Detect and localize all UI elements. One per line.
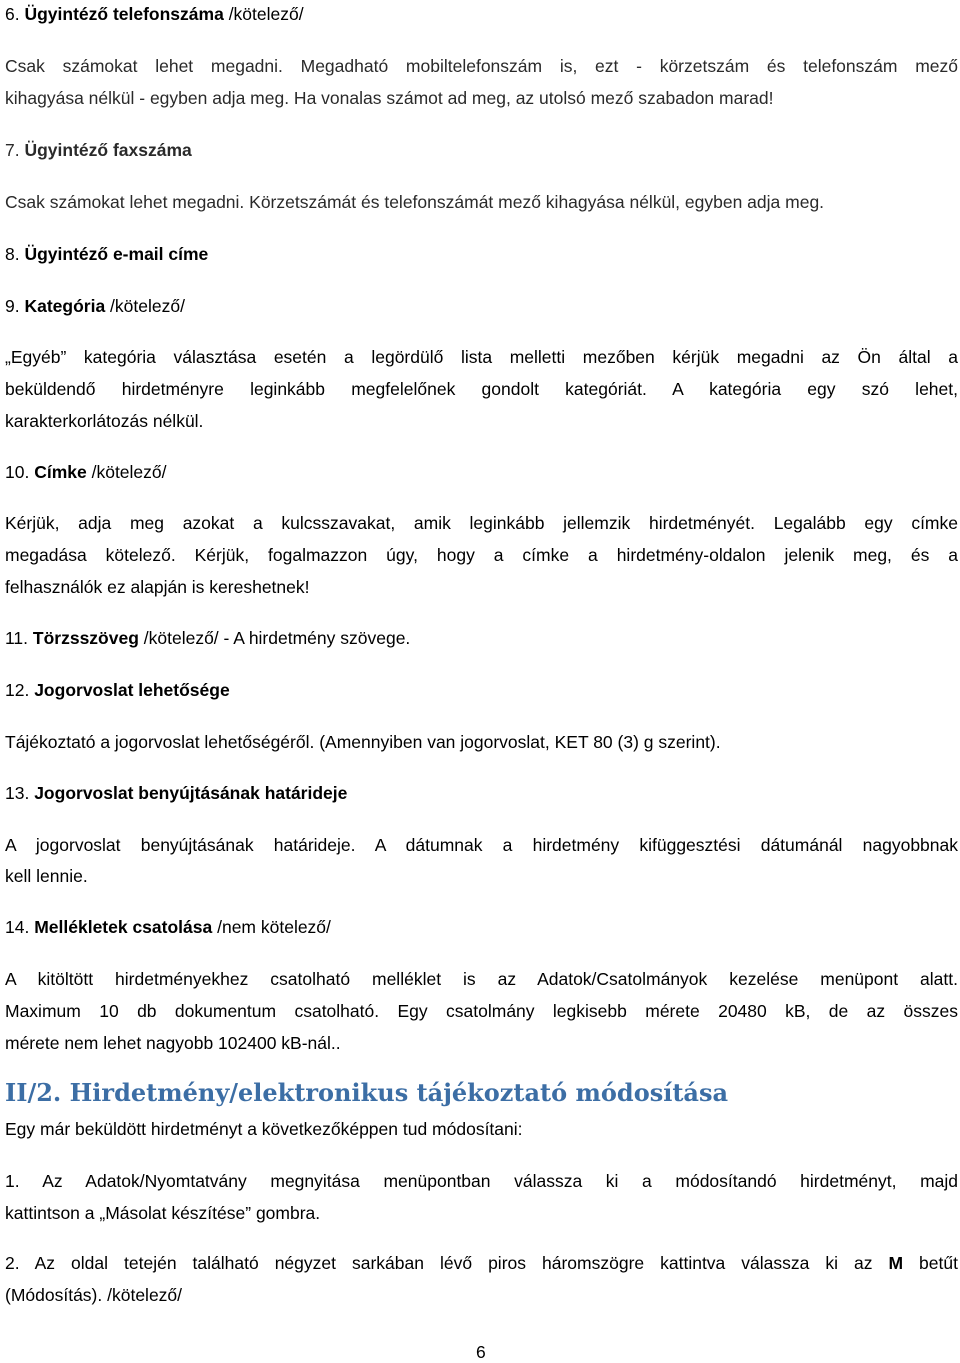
- item-title: Ügyintéző e-mail címe: [24, 244, 209, 264]
- section-heading: II/2. Hirdetmény/elektronikus tájékoztató módosítása: [5, 1078, 729, 1107]
- step-1-text-1: 1. Az Adatok/Nyomtatvány megnyitása menüpontban válassza ki a módosítandó hirdetményt, majd: [5, 1171, 958, 1191]
- item-14-text-3: mérete nem lehet nagyobb 102400 kB-nál..: [5, 1033, 341, 1053]
- item-number: 6.: [5, 4, 25, 24]
- item-title: Jogorvoslat lehetősége: [34, 680, 230, 700]
- item-13-header: [5, 782, 347, 804]
- step-2-text-part: betűt: [903, 1253, 958, 1273]
- item-number: 13.: [5, 783, 35, 803]
- item-8-header: [5, 243, 208, 265]
- item-6-text-1: Csak számokat lehet megadni. Megadható mobiltelefonszám is, ezt - körzetszám és telefonszám mező: [5, 56, 958, 76]
- item-number: 10.: [5, 462, 35, 482]
- item-title: Ügyintéző telefonszáma: [24, 4, 224, 24]
- item-note: /kötelező/: [86, 462, 167, 482]
- item-number: 9.: [5, 296, 25, 316]
- item-note: /kötelező/: [105, 296, 185, 316]
- item-number: 7.: [5, 140, 25, 160]
- item-number: 8.: [5, 244, 25, 264]
- item-10-text-1: Kérjük, adja meg azokat a kulcsszavakat, amik leginkább jellemzik hirdetményét. Legalább egy címke: [5, 513, 958, 533]
- item-9-text-1: „Egyéb” kategória választása esetén a legördülő lista melletti mezőben kérjük megadni az Ön által a: [5, 347, 958, 367]
- item-6-text-2: kihagyása nélkül - egyben adja meg. Ha vonalas számot ad meg, az utolsó mező szabadon marad!: [5, 88, 774, 108]
- item-title: Kategória: [24, 296, 106, 316]
- item-title: Mellékletek csatolása: [34, 917, 213, 937]
- item-12-text-1: Tájékoztató a jogorvoslat lehetőségéről. (Amennyiben van jogorvoslat, KET 80 (3) g szerint).: [5, 732, 721, 752]
- step-2-text-part: 2. Az oldal tetején található négyzet sarkában lévő piros háromszögre kattintva válassza ki az: [5, 1253, 889, 1273]
- item-9-text-2: beküldendő hirdetményre leginkább megfelelőnek gondolt kategóriát. A kategória egy szó lehet,: [5, 379, 958, 399]
- item-13-text-2: kell lennie.: [5, 866, 88, 886]
- item-7-text-1: Csak számokat lehet megadni. Körzetszámát és telefonszámát mező kihagyása nélkül, egyben adja meg.: [5, 192, 825, 212]
- item-title: Törzsszöveg: [32, 628, 139, 648]
- item-14-text-1: A kitöltött hirdetményekhez csatolható melléklet is az Adatok/Csatolmányok kezelése menüpont alatt.: [5, 969, 958, 989]
- item-9-text-3: karakterkorlátozás nélkül.: [5, 411, 204, 431]
- page-number: 6: [476, 1342, 486, 1362]
- item-14-text-2: Maximum 10 db dokumentum csatolható. Egy csatolmány legkisebb mérete 20480 kB, de az összes: [5, 1001, 958, 1021]
- item-10-header: [5, 461, 167, 483]
- step-1-text-2: kattintson a „Másolat készítése” gombra.: [5, 1203, 321, 1223]
- item-note: /kötelező/ - A hirdetmény szövege.: [138, 628, 411, 648]
- item-10-text-3: felhasználók ez alapján is kereshetnek!: [5, 577, 310, 597]
- item-number: 12.: [5, 680, 35, 700]
- section-intro: Egy már beküldött hirdetményt a következőképpen tud módosítani:: [5, 1119, 523, 1139]
- item-9-header: [5, 295, 185, 317]
- item-7-header: [5, 139, 192, 161]
- item-13-text-1: A jogorvoslat benyújtásának határideje. A dátumnak a hirdetmény kifüggesztési dátumánál nagyobbnak: [5, 835, 958, 855]
- item-title: Címke: [34, 462, 87, 482]
- item-10-text-2: megadása kötelező. Kérjük, fogalmazzon úgy, hogy a címke a hirdetmény-oldalon jelenik meg, és a: [5, 545, 958, 565]
- item-title: Jogorvoslat benyújtásának határideje: [34, 783, 348, 803]
- item-note: /kötelező/: [223, 4, 304, 24]
- item-note: /nem kötelező/: [212, 917, 331, 937]
- step-2-bold-letter: M: [888, 1253, 904, 1273]
- step-2-text-2: (Módosítás). /kötelező/: [5, 1285, 183, 1305]
- item-number: 14.: [5, 917, 35, 937]
- item-number: 11.: [5, 628, 33, 648]
- item-14-header: [5, 916, 331, 938]
- step-2-text-1: [5, 1252, 958, 1274]
- item-title: Ügyintéző faxszáma: [24, 140, 192, 160]
- item-11-header: [5, 627, 410, 649]
- item-12-header: [5, 679, 230, 701]
- item-6-header: [5, 3, 304, 25]
